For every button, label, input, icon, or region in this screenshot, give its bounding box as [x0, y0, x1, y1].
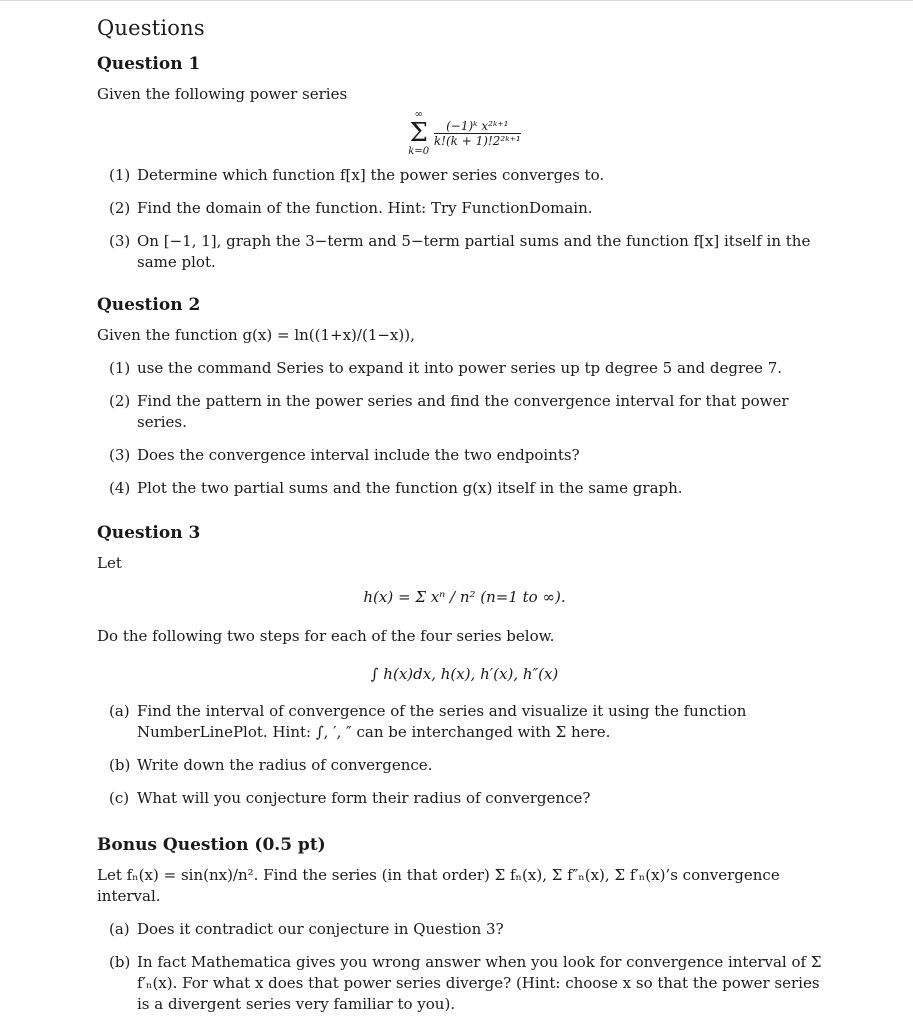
sum-symbol: ∞ Σ k=0 [408, 109, 430, 157]
series-term: $\frac{\text{(−1)ᵏ x²ᵏ⁺¹}}{\text{k!(k + 1)!2²ᵏ⁺¹}}$ [433, 118, 521, 148]
list-item: (2) Find the domain of the function. Hint: Try FunctionDomain. [109, 199, 593, 217]
list-item: (b) Write down the radius of convergence. [109, 756, 433, 774]
document-page [97, 16, 832, 1015]
question-1-heading: Question 1 [97, 54, 201, 74]
bonus-intro: Let fₙ(x) = sin(nx)/n². Find the series (in that order) Σ fₙ(x), Σ f″ₙ(x), Σ f′ₙ(x)’s convergence interval. [97, 866, 780, 905]
question-2-items [97, 358, 832, 499]
list-item: (3) On [−1, 1], graph the 3−term and 5−term partial sums and the function f[x] itself in the same plot. [109, 232, 811, 271]
question-3-instruction: Do the following two steps for each of the four series below. [97, 627, 555, 645]
list-item: (4) Plot the two partial sums and the function g(x) itself in the same graph. [109, 479, 683, 497]
list-item: (a) Does it contradict our conjecture in Question 3? [109, 920, 504, 938]
list-item: (b) In fact Mathematica gives you wrong answer when you look for convergence interval of Σ f′ₙ(x). For what x does that power series diverge? (Hint: choose x so that the power series is a divergent series very familiar to you). [109, 953, 822, 1013]
list-item: (a) Find the interval of convergence of the series and visualize it using the function NumberLinePlot. Hint: ∫, ′, ″ can be interchanged with Σ here. [109, 702, 747, 741]
question-3-series: ∫ h(x)dx, h(x), h′(x), h″(x) [370, 665, 559, 683]
question-3-items [97, 701, 832, 809]
list-item: (1) Determine which function f[x] the power series converges to. [109, 166, 605, 184]
question-1-items [97, 165, 832, 273]
question-1-formula [97, 109, 832, 157]
list-item: (2) Find the pattern in the power series and find the convergence interval for that power series. [109, 392, 789, 431]
question-3-formula: h(x) = Σ xⁿ / n² (n=1 to ∞). [363, 588, 566, 606]
top-divider [0, 0, 913, 1]
list-item: (c) What will you conjecture form their radius of convergence? [109, 789, 591, 807]
question-3-let: Let [97, 554, 122, 572]
question-2-intro: Given the function g(x) = ln((1+x)/(1−x)), [97, 326, 415, 344]
question-3-heading: Question 3 [97, 523, 201, 543]
list-item: (3) Does the convergence interval include the two endpoints? [109, 446, 580, 464]
bonus-question-heading: Bonus Question (0.5 pt) [97, 835, 326, 855]
question-1-intro: Given the following power series [97, 85, 348, 103]
question-2-heading: Question 2 [97, 295, 201, 315]
list-item: (1) use the command Series to expand it into power series up tp degree 5 and degree 7. [109, 359, 783, 377]
bonus-items [97, 919, 832, 1015]
page-title: Questions [97, 16, 205, 40]
